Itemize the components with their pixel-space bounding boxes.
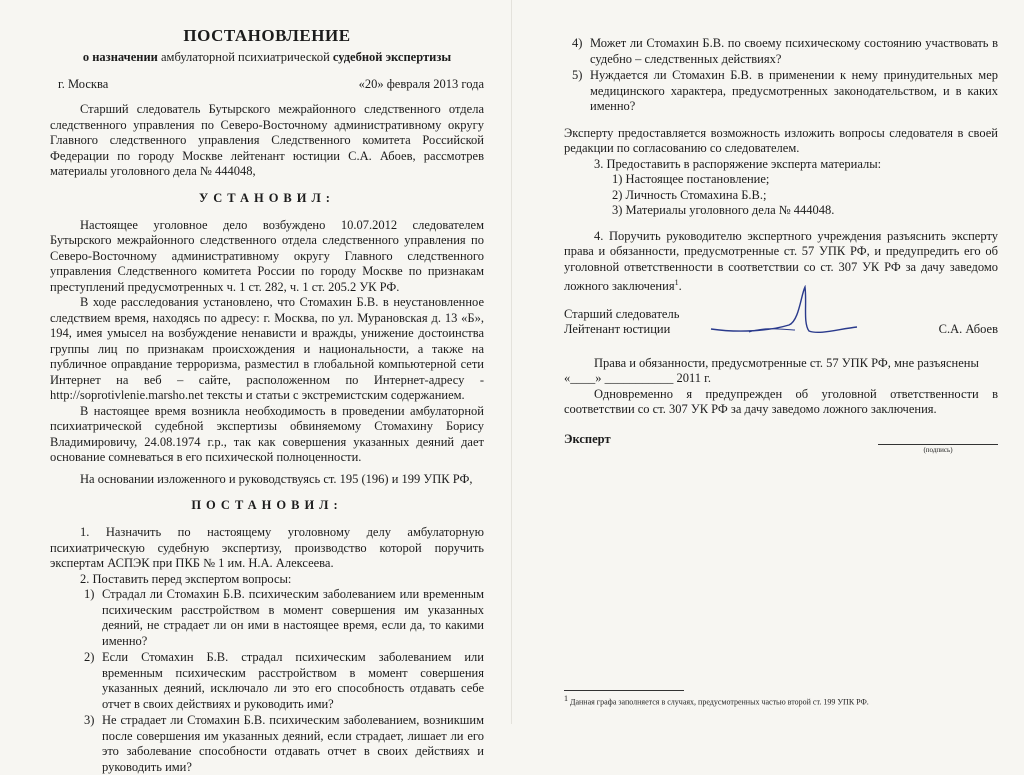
signer-name: С.А. Абоев [938,322,998,337]
footnote-rule [564,690,684,691]
footnote-reference: 1 [674,278,679,287]
question-item: 2) Если Стомахин Б.В. страдал психическим заболеванием или временным психическим расстройством в момент совершения указанных деяний, исключало ли это его способность отдавать себе отчет в своих действиях и руководить ими? [84,650,484,711]
material-item: 1) Настоящее постановление; [612,172,770,186]
subtitle-middle: амбулаторной психиатрической [160,50,330,64]
footnote-text: $^1$ Данная графа заполняется в случаях, предусмотренных частью второй ст. 199 УПК РФ. [564,694,869,707]
question-item: 3) Не страдает ли Стомахин Б.В. психическим заболеванием, возникшим после совершения им указанных деяний, если страдает, лишает ли его это заболевание способности отдавать отчет в своих действиях и руководить ими? [84,713,484,774]
document-date: «20» февраля 2013 года [358,77,484,91]
expert-signature-row [564,432,998,454]
established-paragraph-1: Настоящее уголовное дело возбуждено 10.07.2012 следователем Бутырского межрайонного следственного отдела следственного управления по Северо-Восточному административному округу Главного следственного управления Следственного комитета России по городу Москве по признакам преступлений предусмотренных ч. 1 ст. 282, ч. 1 ст. 205.2 УК РФ. [50,217,484,294]
question-item: 4) Может ли Стомахин Б.В. по своему психическому состоянию участвовать в судебно – следственных действиях? [572,36,998,66]
established-paragraph-2: В ходе расследования установлено, что Стомахин Б.В. в неустановленное следствием время, находясь по адресу: г. Москва, по ул. Мурановская д. 13 «Б», 194, имея умысел на возбуждение ненависти и вражды, унижение достоинства группы лиц по признакам происхождения и национальности, а также на публичное оправдание терроризма, разместил в глобальной компьютерной сети Интернет на веб – сайте, расположенном по Интернет-адресу - http://soprotivlenie.marsho.net тексты и статьи с экстремистским содержанием. [50,295,484,402]
subtitle-suffix: судебной экспертизы [332,50,452,64]
resolved-item-3: 3. Предоставить в распоряжение эксперта материалы: [594,156,882,171]
city: г. Москва [58,77,109,91]
signature-block [564,307,998,338]
expert-signature-line: (подпись) [878,444,998,454]
place-date-row [58,77,484,92]
document-title: ПОСТАНОВЛЕНИЕ [183,26,351,45]
established-heading: УСТАНОВИЛ: [199,190,335,205]
questions-list-left [50,587,484,775]
questions-list-right [564,36,998,115]
material-item: 3) Материалы уголовного дела № 444048. [612,203,835,217]
resolved-item-2: 2. Поставить перед экспертом вопросы: [80,571,292,586]
basis-paragraph: На основании изложенного и руководствуясь ст. 195 (196) и 199 УПК РФ, [80,471,473,486]
signature-scribble-icon [709,285,859,345]
right-page [512,0,1024,724]
warning-paragraph: Одновременно я предупрежден об уголовной ответственности в соответствии со ст. 307 УК РФ за дачу заведомо ложного заключения. [564,386,998,417]
subtitle-prefix: о назначении [82,50,158,64]
rights-date-line: «____» ___________ 2011 г. [564,371,712,386]
footnote [564,690,1004,707]
resolved-item-1: 1. Назначить по настоящему уголовному делу амбулаторную психиатрическую судебную экспертизу, производство которой поручить экспертам АСПЭК при ПКБ № 1 им. Н.А. Алексеева. [50,525,484,570]
established-paragraph-3: В настоящее время возникла необходимость в проведении амбулаторной психиатрической судебной экспертизы обвиняемому Стомахину Борису Владимировичу, 24.08.1974 г.р., так как совершения указанных деяний дает основание сомневаться в его психической полноценности. [50,403,484,464]
rights-paragraph: Права и обязанности, предусмотренные ст. 57 УПК РФ, мне разъяснены [594,355,979,370]
left-page [0,0,512,774]
intro-paragraph: Старший следователь Бутырского межрайонного следственного отдела следственного управления по Северо-Восточному административному округу Главного следственного управления Следственного комитета Российской Федерации по городу Москве лейтенант юстиции С.А. Абоев, рассмотрев материалы уголовного дела № 444048, [50,102,484,178]
material-item: 2) Личность Стомахина Б.В.; [612,187,767,202]
signer-position: Старший следователь [564,306,680,321]
resolved-item-4: 4. Поручить руководителю экспертного учреждения разъяснить эксперту права и обязанности, предусмотренные ст. 57 УПК РФ, и предупредить его об уголовной ответственности в соответствии со ст. 307 УК РФ за дачу заведомо ложного заключения$^1$. [564,228,998,294]
materials-list [564,172,998,219]
expert-option-paragraph: Эксперту предоставляется возможность изложить вопросы следователя в своей редакции по согласованию со следователем. [564,125,998,155]
document-subtitle [50,50,484,65]
resolved-heading: ПОСТАНОВИЛ: [191,498,343,512]
expert-label: Эксперт [564,431,611,446]
signer-rank: Лейтенант юстиции [564,322,671,337]
question-item: 1) Страдал ли Стомахин Б.В. психическим заболеванием или временным психическим расстройством в момент совершения им указанных деяний, не страдает ли он ими в настоящее время, если да, то какими именно? [84,587,484,648]
question-item: 5) Нуждается ли Стомахин Б.В. в применении к нему принудительных мер медицинского характера, предусмотренных законодательством, и в каких именно? [572,68,998,113]
